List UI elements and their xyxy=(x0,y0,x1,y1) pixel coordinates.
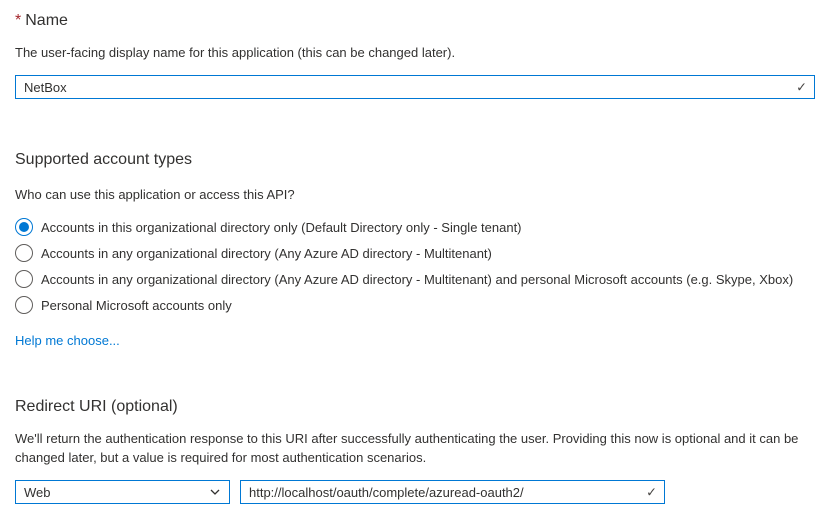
redirect-uri-section xyxy=(15,396,815,504)
radio-button-icon xyxy=(15,270,33,288)
redirect-uri-title: Redirect URI (optional) xyxy=(15,398,178,415)
redirect-uri-input-wrapper xyxy=(240,480,665,504)
name-input-wrapper xyxy=(15,75,815,99)
redirect-uri-row xyxy=(15,480,815,504)
account-types-radio-group xyxy=(15,214,815,318)
platform-selected-value: Web xyxy=(24,484,51,500)
account-types-question: Who can use this application or access this API? xyxy=(15,187,295,202)
redirect-uri-description: We'll return the authentication response to this URI after successfully authenticating the user. Providing this now is optional and it can be changed later, but a value is required for most authentication scenarios. xyxy=(15,431,799,465)
name-section-title xyxy=(15,10,815,32)
account-types-title: Supported account types xyxy=(15,151,193,168)
radio-option-label: Accounts in any organizational directory (Any Azure AD directory - Multitenant) and personal Microsoft accounts (e.g. Skype, Xbox) xyxy=(41,271,794,287)
radio-option-single-tenant[interactable] xyxy=(15,214,815,240)
radio-option-multitenant[interactable] xyxy=(15,240,815,266)
radio-option-label: Accounts in this organizational directory only (Default Directory only - Single tenant) xyxy=(41,219,522,235)
chevron-down-icon xyxy=(209,486,221,498)
required-asterisk: * xyxy=(15,12,22,29)
radio-button-icon xyxy=(15,244,33,262)
valid-check-icon: ✓ xyxy=(796,79,807,95)
valid-check-icon: ✓ xyxy=(646,484,657,500)
platform-select-dropdown[interactable] xyxy=(15,480,230,504)
account-types-section xyxy=(15,149,815,350)
radio-option-personal-only[interactable] xyxy=(15,292,815,318)
radio-button-icon xyxy=(15,218,33,236)
redirect-uri-input[interactable] xyxy=(241,481,664,503)
radio-option-multitenant-personal[interactable] xyxy=(15,266,815,292)
radio-option-label: Accounts in any organizational directory (Any Azure AD directory - Multitenant) xyxy=(41,245,492,261)
name-description: The user-facing display name for this application (this can be changed later). xyxy=(15,45,456,60)
radio-button-icon xyxy=(15,296,33,314)
radio-option-label: Personal Microsoft accounts only xyxy=(41,297,232,313)
name-title-text: Name xyxy=(25,12,68,29)
name-input[interactable] xyxy=(16,76,814,98)
help-me-choose-link[interactable]: Help me choose... xyxy=(15,333,120,348)
name-section xyxy=(15,10,815,99)
